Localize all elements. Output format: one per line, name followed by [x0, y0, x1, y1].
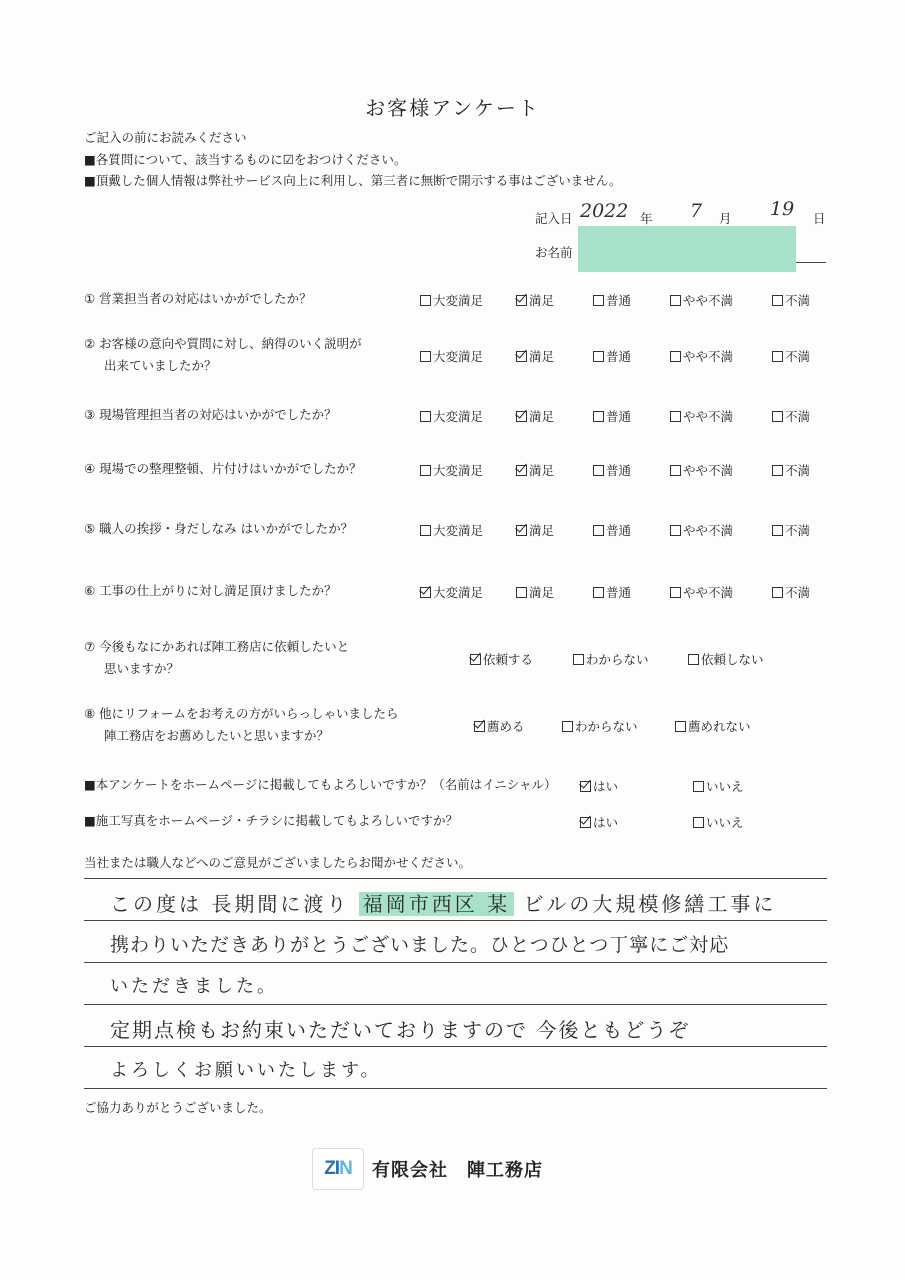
- year-unit: 年: [640, 211, 653, 226]
- checkbox-icon[interactable]: [593, 411, 604, 422]
- question-1-option[interactable]: 不満: [772, 291, 810, 309]
- comment-prompt: 当社または職人などへのご意見がございましたらお聞かせください。: [84, 855, 472, 870]
- checkbox-checked-icon[interactable]: [420, 587, 431, 598]
- question-3-option[interactable]: 満足: [516, 407, 554, 425]
- redacted-highlight: 福岡市西区 某: [359, 892, 514, 916]
- day-unit: 日: [813, 211, 826, 226]
- question-4-option[interactable]: 普通: [593, 461, 631, 479]
- question-4-option[interactable]: 満足: [516, 461, 554, 479]
- instruction-heading: ご記入の前にお読みください: [84, 130, 247, 145]
- web-permission-label: ■本アンケートをホームページに掲載してもよろしいですか？（名前はイニシャル）: [84, 777, 557, 792]
- q7-label: ⑦ 今後もなにかあれば陣工務店に依頼したいと 思いますか？: [84, 639, 350, 676]
- question-1-label: ① 営業担当者の対応はいかがでしたか？: [84, 291, 312, 306]
- comment-rule: [84, 962, 827, 963]
- comment-line-1: この度は 長期間に渡り 福岡市西区 某 ビルの大規模修繕工事に: [110, 892, 777, 916]
- checkbox-checked-icon[interactable]: [516, 411, 527, 422]
- name-label: お名前: [535, 245, 573, 260]
- question-2-option[interactable]: 不満: [772, 347, 810, 365]
- comment-rule: [84, 1004, 827, 1005]
- checkbox-icon[interactable]: [593, 525, 604, 536]
- instruction-1: ■各質問について、該当するものに☑をおつけください。: [84, 152, 407, 167]
- checkbox-icon[interactable]: [593, 465, 604, 476]
- comment-rule: [84, 1088, 827, 1089]
- q7-option-unsure[interactable]: わからない: [573, 650, 649, 668]
- question-1-option[interactable]: やや不満: [670, 291, 733, 309]
- checkbox-icon[interactable]: [772, 411, 783, 422]
- question-4-option[interactable]: 大変満足: [420, 461, 483, 479]
- question-6-option[interactable]: 普通: [593, 583, 631, 601]
- comment-line-3: いただきました。: [110, 976, 278, 997]
- checkbox-checked-icon[interactable]: [474, 721, 485, 732]
- date-year[interactable]: 2022: [580, 200, 629, 222]
- date-month[interactable]: 7: [690, 200, 703, 222]
- checkbox-checked-icon[interactable]: [516, 465, 527, 476]
- checkbox-icon[interactable]: [675, 721, 686, 732]
- comment-rule: [84, 1046, 827, 1047]
- comment-rule: [84, 920, 827, 921]
- photo-permission-no[interactable]: いいえ: [693, 813, 744, 831]
- checkbox-icon[interactable]: [693, 781, 704, 792]
- question-3-option[interactable]: 不満: [772, 407, 810, 425]
- checkbox-icon[interactable]: [420, 465, 431, 476]
- name-redacted-field[interactable]: [578, 226, 796, 272]
- web-permission-yes[interactable]: はい: [580, 777, 618, 795]
- question-5-label: ⑤ 職人の挨拶・身だしなみ はいかがでしたか？: [84, 521, 354, 536]
- question-1-option[interactable]: 満足: [516, 291, 554, 309]
- checkbox-icon[interactable]: [693, 817, 704, 828]
- question-1-option[interactable]: 普通: [593, 291, 631, 309]
- instruction-2: ■頂戴した個人情報は弊社サービス向上に利用し、第三者に無断で開示する事はございません。: [84, 173, 622, 188]
- comment-line-2: 携わりいただきありがとうございました。ひとつひとつ丁寧にご対応: [110, 934, 730, 956]
- question-4-option[interactable]: 不満: [772, 461, 810, 479]
- company-logo: ZIN: [312, 1148, 364, 1190]
- thanks-text: ご協力ありがとうございました。: [84, 1100, 272, 1115]
- checkbox-icon[interactable]: [772, 587, 783, 598]
- question-3-label: ③ 現場管理担当者の対応はいかがでしたか？: [84, 407, 337, 422]
- q8-option-recommend[interactable]: 薦める: [474, 717, 525, 735]
- web-permission-no[interactable]: いいえ: [693, 777, 744, 795]
- checkbox-icon[interactable]: [420, 351, 431, 362]
- checkbox-checked-icon[interactable]: [516, 295, 527, 306]
- photo-permission-label: ■施工写真をホームページ・チラシに掲載してもよろしいですか？: [84, 813, 459, 828]
- comment-rule: [84, 878, 827, 879]
- checkbox-checked-icon[interactable]: [580, 781, 591, 792]
- q8-option-no-recommend[interactable]: 薦めれない: [675, 717, 751, 735]
- question-2-label: ② お客様の意向や質問に対し、納得のいく説明が 出来ていましたか？: [84, 336, 362, 373]
- checkbox-icon[interactable]: [772, 465, 783, 476]
- checkbox-icon[interactable]: [593, 587, 604, 598]
- question-2-option[interactable]: 満足: [516, 347, 554, 365]
- checkbox-icon[interactable]: [772, 351, 783, 362]
- checkbox-icon[interactable]: [573, 654, 584, 665]
- question-3-option[interactable]: やや不満: [670, 407, 733, 425]
- comment-line-5: よろしくお願いいたします。: [110, 1060, 382, 1081]
- checkbox-icon[interactable]: [593, 351, 604, 362]
- checkbox-icon[interactable]: [420, 295, 431, 306]
- checkbox-icon[interactable]: [420, 525, 431, 536]
- question-2-option[interactable]: 普通: [593, 347, 631, 365]
- checkbox-icon[interactable]: [593, 295, 604, 306]
- question-6-option[interactable]: 満足: [516, 583, 554, 601]
- question-2-option[interactable]: 大変満足: [420, 347, 483, 365]
- question-1-option[interactable]: 大変満足: [420, 291, 483, 309]
- photo-permission-yes[interactable]: はい: [580, 813, 618, 831]
- q7-option-request[interactable]: 依頼する: [470, 650, 533, 668]
- question-3-option[interactable]: 普通: [593, 407, 631, 425]
- comment-line-4: 定期点検もお約束いただいておりますので 今後ともどうぞ: [110, 1018, 691, 1042]
- question-5-option[interactable]: 普通: [593, 521, 631, 539]
- question-2-option[interactable]: やや不満: [670, 347, 733, 365]
- checkbox-icon[interactable]: [420, 411, 431, 422]
- checkbox-icon[interactable]: [670, 295, 681, 306]
- checkbox-checked-icon[interactable]: [516, 351, 527, 362]
- checkbox-icon[interactable]: [670, 351, 681, 362]
- checkbox-icon[interactable]: [516, 587, 527, 598]
- checkbox-icon[interactable]: [670, 465, 681, 476]
- checkbox-checked-icon[interactable]: [580, 817, 591, 828]
- checkbox-icon[interactable]: [562, 721, 573, 732]
- checkbox-icon[interactable]: [670, 411, 681, 422]
- q8-option-unsure[interactable]: わからない: [562, 717, 638, 735]
- question-5-option[interactable]: 不満: [772, 521, 810, 539]
- question-5-option[interactable]: 満足: [516, 521, 554, 539]
- question-6-option[interactable]: 不満: [772, 583, 810, 601]
- question-6-label: ⑥ 工事の仕上がりに対し満足頂けましたか？: [84, 583, 337, 598]
- question-3-option[interactable]: 大変満足: [420, 407, 483, 425]
- page-title: お客様アンケート: [365, 96, 540, 120]
- q7-option-no-request[interactable]: 依頼しない: [688, 650, 764, 668]
- checkbox-icon[interactable]: [772, 525, 783, 536]
- q8-label: ⑧ 他にリフォームをお考えの方がいらっしゃいましたら 陣工務店をお薦めしたいと思いますか？: [84, 706, 399, 743]
- date-day[interactable]: 19: [770, 198, 795, 220]
- question-5-option[interactable]: やや不満: [670, 521, 733, 539]
- checkbox-icon[interactable]: [688, 654, 699, 665]
- checkbox-icon[interactable]: [670, 587, 681, 598]
- question-6-option[interactable]: 大変満足: [420, 583, 483, 601]
- checkbox-icon[interactable]: [772, 295, 783, 306]
- question-6-option[interactable]: やや不満: [670, 583, 733, 601]
- month-unit: 月: [719, 211, 732, 226]
- checkbox-icon[interactable]: [670, 525, 681, 536]
- company-name: 有限会社 陣工務店: [372, 1160, 543, 1181]
- date-label: 記入日: [535, 211, 573, 226]
- checkbox-checked-icon[interactable]: [470, 654, 481, 665]
- question-4-label: ④ 現場での整理整頓、片付けはいかがでしたか？: [84, 461, 362, 476]
- checkbox-checked-icon[interactable]: [516, 525, 527, 536]
- question-4-option[interactable]: やや不満: [670, 461, 733, 479]
- question-5-option[interactable]: 大変満足: [420, 521, 483, 539]
